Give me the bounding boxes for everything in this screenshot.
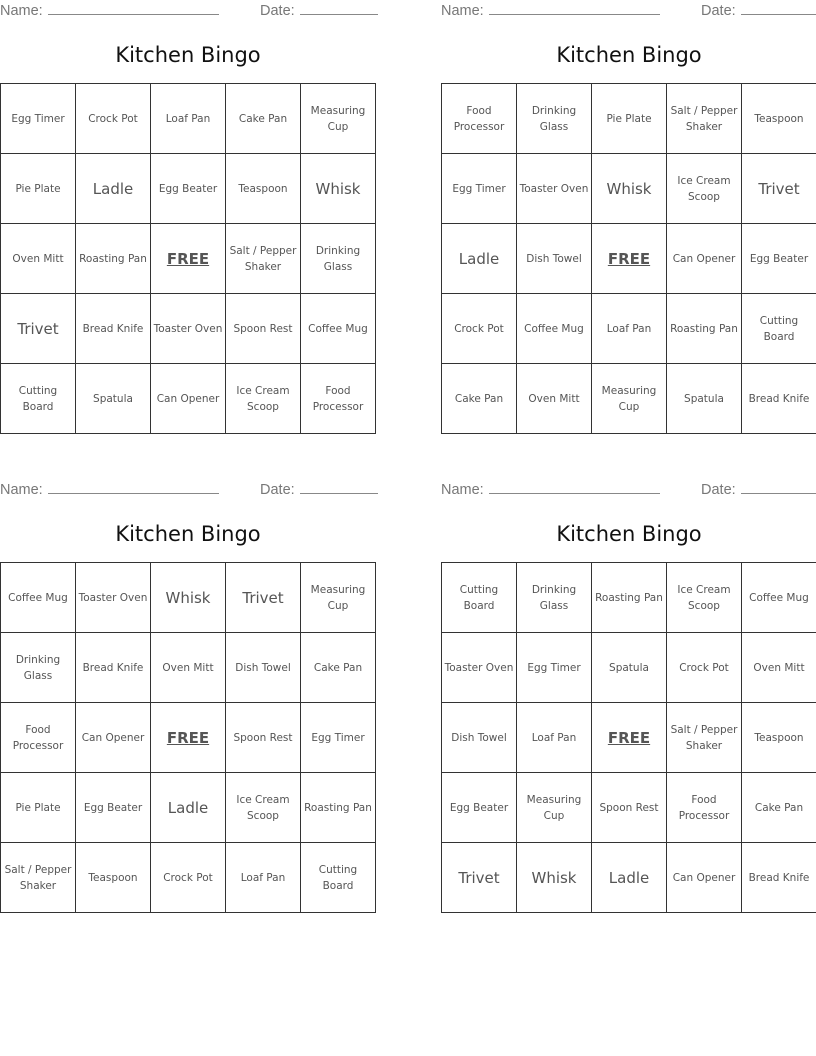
name-blank-line bbox=[48, 481, 219, 494]
date-field bbox=[701, 2, 816, 19]
bingo-cell: Pie Plate bbox=[1, 154, 76, 224]
bingo-cell: Measuring Cup bbox=[301, 563, 376, 633]
bingo-cell: Salt / Pepper Shaker bbox=[1, 843, 76, 913]
bingo-cell: Spoon Rest bbox=[592, 773, 667, 843]
bingo-cell: Can Opener bbox=[76, 703, 151, 773]
bingo-cell: Egg Timer bbox=[517, 633, 592, 703]
card-title: Kitchen Bingo bbox=[115, 522, 261, 546]
bingo-cell: Loaf Pan bbox=[592, 294, 667, 364]
bingo-cell: Spoon Rest bbox=[226, 703, 301, 773]
bingo-cell: Measuring Cup bbox=[592, 364, 667, 434]
bingo-cell: Dish Towel bbox=[226, 633, 301, 703]
bingo-cell: Ladle bbox=[442, 224, 517, 294]
bingo-cell: Egg Timer bbox=[1, 84, 76, 154]
bingo-cell: Ice Cream Scoop bbox=[667, 154, 742, 224]
bingo-cell: Bread Knife bbox=[76, 633, 151, 703]
bingo-cell: Spatula bbox=[76, 364, 151, 434]
bingo-cell: Roasting Pan bbox=[592, 563, 667, 633]
bingo-cell: Cutting Board bbox=[742, 294, 816, 364]
date-blank-line bbox=[741, 481, 816, 494]
bingo-cell: Spatula bbox=[592, 633, 667, 703]
bingo-cell: Salt / Pepper Shaker bbox=[667, 703, 742, 773]
bingo-cell: Pie Plate bbox=[1, 773, 76, 843]
bingo-cell: Egg Beater bbox=[151, 154, 226, 224]
name-blank-line bbox=[48, 2, 219, 15]
bingo-cell: Teaspoon bbox=[226, 154, 301, 224]
bingo-cell: Ice Cream Scoop bbox=[667, 563, 742, 633]
bingo-cell: Crock Pot bbox=[76, 84, 151, 154]
bingo-cell: Dish Towel bbox=[517, 224, 592, 294]
info-row bbox=[441, 479, 816, 501]
bingo-cell: Crock Pot bbox=[151, 843, 226, 913]
bingo-cell: Trivet bbox=[1, 294, 76, 364]
bingo-cell: Cake Pan bbox=[742, 773, 816, 843]
name-field bbox=[441, 2, 660, 19]
bingo-cell: Can Opener bbox=[667, 224, 742, 294]
info-row bbox=[441, 0, 816, 22]
date-blank-line bbox=[741, 2, 816, 15]
free-cell: FREE bbox=[151, 224, 226, 294]
bingo-cell: Roasting Pan bbox=[76, 224, 151, 294]
bingo-cell: Pie Plate bbox=[592, 84, 667, 154]
bingo-cell: Egg Beater bbox=[742, 224, 816, 294]
bingo-cell: Salt / Pepper Shaker bbox=[667, 84, 742, 154]
bingo-cell: Ladle bbox=[592, 843, 667, 913]
bingo-cell: Food Processor bbox=[667, 773, 742, 843]
bingo-cell: Whisk bbox=[517, 843, 592, 913]
info-row bbox=[0, 479, 376, 501]
card-title: Kitchen Bingo bbox=[115, 43, 261, 67]
name-blank-line bbox=[489, 481, 660, 494]
bingo-cell: Bread Knife bbox=[76, 294, 151, 364]
bingo-cell: Egg Timer bbox=[301, 703, 376, 773]
free-cell: FREE bbox=[592, 703, 667, 773]
date-label: Date: bbox=[701, 3, 736, 19]
bingo-card bbox=[441, 0, 816, 434]
info-row bbox=[0, 0, 376, 22]
bingo-cell: Ladle bbox=[151, 773, 226, 843]
bingo-cell: Drinking Glass bbox=[301, 224, 376, 294]
bingo-cell: Teaspoon bbox=[742, 703, 816, 773]
name-label: Name: bbox=[441, 482, 484, 498]
bingo-cell: Food Processor bbox=[301, 364, 376, 434]
bingo-cell: Bread Knife bbox=[742, 364, 816, 434]
bingo-cell: Ladle bbox=[76, 154, 151, 224]
free-cell: FREE bbox=[151, 703, 226, 773]
bingo-cell: Ice Cream Scoop bbox=[226, 364, 301, 434]
date-blank-line bbox=[300, 2, 378, 15]
bingo-cell: Oven Mitt bbox=[742, 633, 816, 703]
name-field bbox=[0, 2, 219, 19]
bingo-cell: Spatula bbox=[667, 364, 742, 434]
date-label: Date: bbox=[260, 3, 295, 19]
bingo-card bbox=[0, 479, 376, 913]
bingo-cell: Cake Pan bbox=[442, 364, 517, 434]
bingo-cell: Teaspoon bbox=[76, 843, 151, 913]
bingo-cell: Oven Mitt bbox=[517, 364, 592, 434]
name-field bbox=[441, 481, 660, 498]
bingo-grid bbox=[0, 562, 376, 913]
bingo-cell: Cake Pan bbox=[301, 633, 376, 703]
bingo-cell: Trivet bbox=[226, 563, 301, 633]
bingo-cell: Crock Pot bbox=[667, 633, 742, 703]
bingo-cell: Trivet bbox=[442, 843, 517, 913]
bingo-grid bbox=[0, 83, 376, 434]
date-label: Date: bbox=[260, 482, 295, 498]
bingo-cell: Teaspoon bbox=[742, 84, 816, 154]
bingo-card bbox=[441, 479, 816, 913]
bingo-cell: Trivet bbox=[742, 154, 816, 224]
bingo-cell: Roasting Pan bbox=[667, 294, 742, 364]
card-title: Kitchen Bingo bbox=[556, 43, 702, 67]
bingo-cell: Measuring Cup bbox=[301, 84, 376, 154]
bingo-cell: Cutting Board bbox=[1, 364, 76, 434]
bingo-cell: Egg Beater bbox=[76, 773, 151, 843]
bingo-cell: Ice Cream Scoop bbox=[226, 773, 301, 843]
bingo-cell: Drinking Glass bbox=[517, 84, 592, 154]
bingo-cell: Coffee Mug bbox=[517, 294, 592, 364]
bingo-cell: Egg Timer bbox=[442, 154, 517, 224]
bingo-cell: Loaf Pan bbox=[517, 703, 592, 773]
bingo-grid bbox=[441, 562, 816, 913]
bingo-cell: Food Processor bbox=[442, 84, 517, 154]
bingo-cell: Drinking Glass bbox=[1, 633, 76, 703]
date-label: Date: bbox=[701, 482, 736, 498]
bingo-cell: Whisk bbox=[592, 154, 667, 224]
bingo-cell: Crock Pot bbox=[442, 294, 517, 364]
bingo-cell: Coffee Mug bbox=[1, 563, 76, 633]
bingo-cell: Can Opener bbox=[667, 843, 742, 913]
bingo-cell: Can Opener bbox=[151, 364, 226, 434]
bingo-cell: Loaf Pan bbox=[226, 843, 301, 913]
date-field bbox=[260, 481, 378, 498]
bingo-cell: Whisk bbox=[301, 154, 376, 224]
bingo-cell: Toaster Oven bbox=[517, 154, 592, 224]
bingo-cell: Coffee Mug bbox=[742, 563, 816, 633]
name-label: Name: bbox=[0, 3, 43, 19]
bingo-cell: Salt / Pepper Shaker bbox=[226, 224, 301, 294]
date-field bbox=[701, 481, 816, 498]
bingo-card bbox=[0, 0, 376, 434]
bingo-cell: Coffee Mug bbox=[301, 294, 376, 364]
name-blank-line bbox=[489, 2, 660, 15]
name-label: Name: bbox=[441, 3, 484, 19]
bingo-cell: Toaster Oven bbox=[151, 294, 226, 364]
bingo-cell: Oven Mitt bbox=[1, 224, 76, 294]
bingo-cell: Cake Pan bbox=[226, 84, 301, 154]
bingo-cell: Spoon Rest bbox=[226, 294, 301, 364]
bingo-cell: Cutting Board bbox=[442, 563, 517, 633]
free-cell: FREE bbox=[592, 224, 667, 294]
bingo-cell: Whisk bbox=[151, 563, 226, 633]
bingo-cell: Toaster Oven bbox=[76, 563, 151, 633]
date-blank-line bbox=[300, 481, 378, 494]
card-title: Kitchen Bingo bbox=[556, 522, 702, 546]
bingo-cell: Food Processor bbox=[1, 703, 76, 773]
bingo-cell: Measuring Cup bbox=[517, 773, 592, 843]
name-label: Name: bbox=[0, 482, 43, 498]
bingo-cell: Cutting Board bbox=[301, 843, 376, 913]
bingo-cell: Drinking Glass bbox=[517, 563, 592, 633]
name-field bbox=[0, 481, 219, 498]
bingo-cell: Egg Beater bbox=[442, 773, 517, 843]
bingo-cell: Bread Knife bbox=[742, 843, 816, 913]
bingo-cell: Toaster Oven bbox=[442, 633, 517, 703]
date-field bbox=[260, 2, 378, 19]
bingo-cell: Oven Mitt bbox=[151, 633, 226, 703]
bingo-grid bbox=[441, 83, 816, 434]
bingo-cell: Dish Towel bbox=[442, 703, 517, 773]
bingo-cell: Roasting Pan bbox=[301, 773, 376, 843]
bingo-cell: Loaf Pan bbox=[151, 84, 226, 154]
